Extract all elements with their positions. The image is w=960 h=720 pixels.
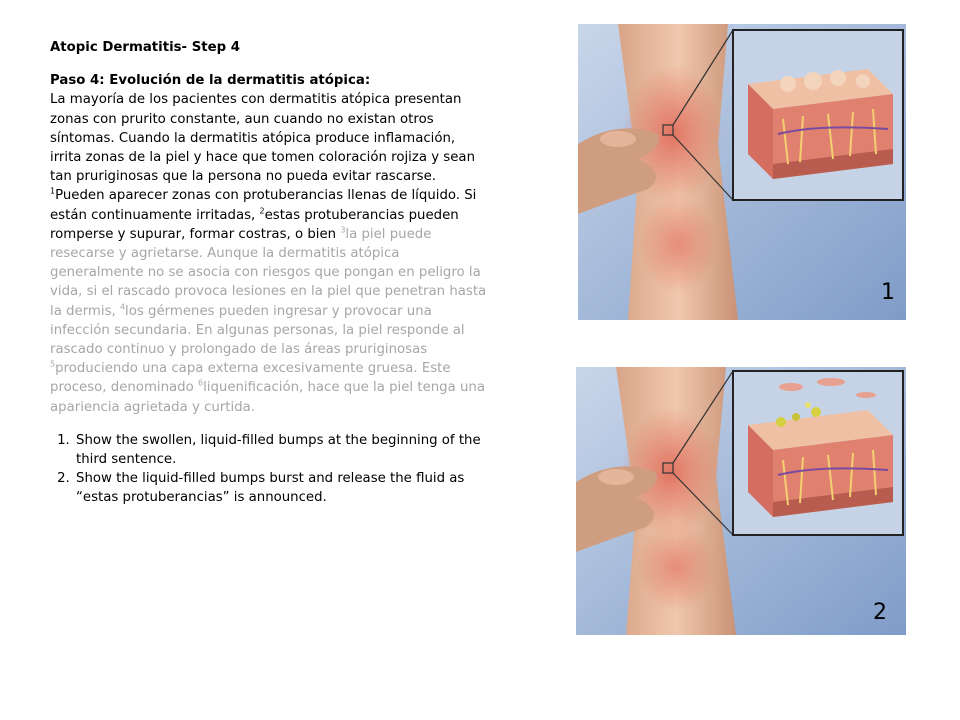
marker-5: 5: [50, 359, 56, 369]
para-text-2: Pueden aparecer zonas con protuberancias llenas de líquido. Si están continuamente irritadas,: [50, 188, 477, 223]
marker-6: 6: [197, 379, 204, 389]
arm-illustration-2: [576, 367, 906, 635]
illustration-panel-2: [576, 367, 906, 635]
para-text-5: los gérmenes pueden ingresar y provocar una infección secundaria. En algunas personas, la piel responde al rascado continuo y prolongado de las áreas pruriginosas: [50, 303, 465, 358]
instruction-list: [50, 431, 490, 508]
para-text-1: La mayoría de los pacientes con dermatitis atópica presentan zonas con prurito constante, aun cuando no existan otros síntomas. Cuando la dermatitis atópica produce inflamación, irrita zonas de la piel y hace que tomen coloración rojiza y sean tan pruriginosas que la persona no pueda evitar rascarse.: [50, 92, 475, 185]
marker-3: 3: [340, 225, 346, 235]
marker-1: 1: [50, 187, 56, 196]
body-paragraph: [50, 90, 490, 416]
marker-4: 4: [119, 302, 126, 312]
para-text-3: estas protuberancias pueden romperse y supurar, formar costras, o bien: [50, 207, 459, 242]
step-heading: Paso 4: Evolución de la dermatitis atópica:: [50, 73, 371, 89]
instruction-item: 2. Show the liquid-filled bumps burst and release the fluid as “estas protuberancias” is announced.: [74, 469, 490, 507]
panel-label-2: 2: [873, 600, 887, 625]
marker-2: 2: [259, 206, 265, 216]
panel-label-1: 1: [881, 280, 895, 305]
para-text-6: produciendo una capa externa excesivamente gruesa. Este proceso, denominado: [50, 361, 451, 396]
instruction-item: 1. Show the swollen, liquid-filled bumps at the beginning of the third sentence.: [74, 431, 490, 469]
slide-title: Atopic Dermatitis- Step 4: [50, 40, 241, 55]
arm-illustration-1: [578, 24, 906, 320]
para-text-7: liquenificación, hace que la piel tenga una apariencia agrietada y curtida.: [50, 380, 485, 415]
para-text-4: la piel puede resecarse y agrietarse. Aunque la dermatitis atópica generalmente no se asocia con riesgos que pongan en peligro la vida, si el rascado provoca lesiones en la piel que penetran hasta la dermis,: [50, 226, 487, 319]
illustration-panel-1: [578, 24, 906, 320]
text-column: [50, 38, 490, 508]
